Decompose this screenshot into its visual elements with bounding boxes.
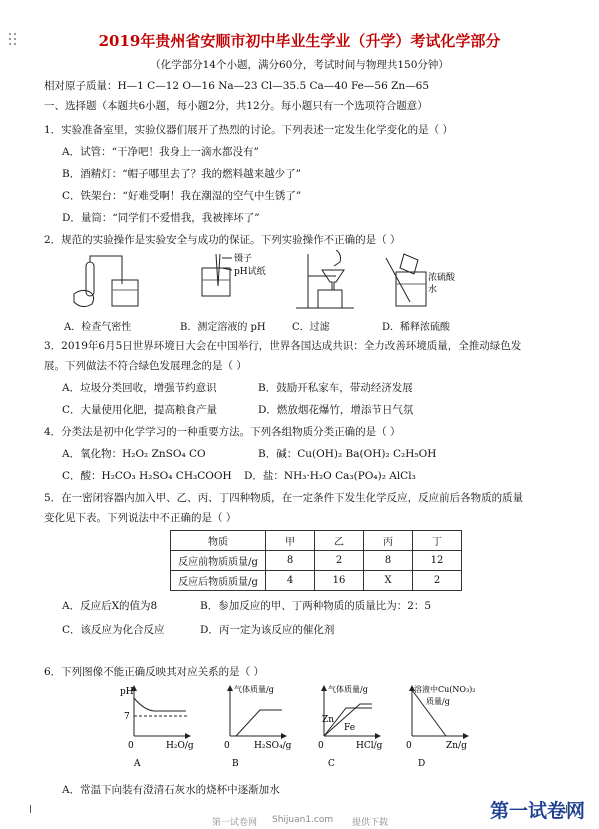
q4-stem: 4．分类法是初中化学学习的一种重要方法。下列各组物质分类正确的是（ ） — [44, 426, 401, 438]
footer-mid[interactable]: Shijuan1.com — [272, 815, 334, 825]
graph-a-caption: A — [134, 759, 141, 769]
q3-option-b: B．鼓励开私家车，带动经济发展 — [258, 382, 413, 394]
q2-apparatus-figure — [60, 250, 480, 320]
mass-table — [170, 530, 462, 591]
graph-d-ylabel1: 溶液中Cu(NO₃)₂ — [414, 685, 476, 694]
q6-option-a: A．常温下向装有澄清石灰水的烧杯中逐渐加水 — [62, 784, 280, 796]
graph-b-ylabel: 气体质量/g — [234, 685, 274, 694]
q1-option-c: C．铁架台：“好难受啊！我在潮湿的空气中生锈了” — [62, 190, 302, 202]
d-acid-label: 浓硫酸 — [428, 273, 456, 283]
table-header: 丙 — [364, 531, 413, 551]
filtration-apparatus — [296, 250, 354, 308]
dilution-apparatus — [386, 254, 426, 306]
q4-option-d: D．盐：NH₃·H₂O Ca₃(PO₄)₂ AlCl₃ — [244, 470, 416, 482]
q5-stem-line2: 变化见下表。下列说法中不正确的是（ ） — [44, 512, 237, 524]
graph-d-origin: 0 — [406, 741, 412, 751]
q6-graphs-figure — [110, 680, 490, 770]
q3-option-d: D．燃放烟花爆竹，增添节日气氛 — [258, 404, 414, 416]
exam-subtitle: （化学部分14个小题，满分60分，考试时间与物理共150分钟） — [150, 59, 449, 71]
q4-option-a: A．氧化物：H₂O₂ ZnSO₄ CO — [62, 448, 206, 460]
table-header: 丁 — [413, 531, 462, 551]
graph-c-fe-label: Fe — [344, 723, 356, 733]
graph-c-caption: C — [328, 759, 335, 769]
q6-stem: 6．下列图像不能正确反映其对应关系的是（ ） — [44, 666, 265, 678]
page-title: 2019年贵州省安顺市初中毕业生学业（升学）考试化学部分 — [98, 32, 501, 50]
q3-option-c: C．大量使用化肥，提高粮食产量 — [62, 404, 218, 416]
graph-a-ylabel: pH — [120, 687, 134, 697]
table-cell: 8 — [266, 551, 315, 571]
table-header: 甲 — [266, 531, 315, 551]
graph-a-origin: 0 — [128, 741, 134, 751]
table-cell: 2 — [413, 571, 462, 591]
table-cell: 4 — [266, 571, 315, 591]
q2-caption-d: D．稀释浓硫酸 — [382, 322, 451, 333]
q1-option-b: B．酒精灯：“帽子哪里去了？我的燃料越来越少了” — [62, 168, 301, 180]
graph-c-ylabel: 气体质量/g — [328, 685, 368, 694]
q4-option-b: B．碱：Cu(OH)₂ Ba(OH)₂ C₂H₅OH — [258, 448, 437, 460]
graph-b-caption: B — [232, 759, 239, 769]
table-cell: 2 — [315, 551, 364, 571]
graph-b-xlabel: H₂SO₄/g — [254, 741, 292, 751]
q5-option-b: B．参加反应的甲、丁两种物质的质量比为：2：5 — [200, 600, 432, 612]
graph-c-zn-label: Zn — [322, 715, 335, 725]
table-row — [171, 551, 462, 571]
graph-b-origin: 0 — [224, 741, 230, 751]
graph-d-ylabel2: 质量/g — [426, 697, 450, 706]
q3-option-a: A．垃圾分类回收，增强节约意识 — [62, 382, 217, 394]
b-tweezers-label: 镊子 — [234, 254, 253, 264]
q1-option-a: A．试管：“干净吧！我身上一滴水都没有” — [62, 146, 259, 158]
graph-a-xlabel: H₂O/g — [166, 741, 194, 751]
q5-option-d: D．丙一定为该反应的催化剂 — [200, 624, 335, 636]
q2-caption-a: A．检查气密性 — [64, 322, 132, 333]
ph-test-apparatus — [202, 254, 232, 296]
table-cell: 反应后物质质量/g — [171, 571, 266, 591]
table-cell: X — [364, 571, 413, 591]
table-cell: 反应前物质质量/g — [171, 551, 266, 571]
gas-tightness-apparatus — [74, 256, 138, 307]
q2-caption-c: C．过滤 — [292, 322, 330, 333]
margin-mark — [30, 805, 31, 813]
q5-option-c: C．该反应为化合反应 — [62, 624, 165, 636]
table-header: 物质 — [171, 531, 266, 551]
table-cell: 12 — [413, 551, 462, 571]
table-cell: 16 — [315, 571, 364, 591]
q4-option-c: C．酸：H₂CO₃ H₂SO₄ CH₃COOH — [62, 470, 232, 482]
table-row — [171, 571, 462, 591]
table-header-row — [171, 531, 462, 551]
section-heading: 一、选择题（本题共6小题，每小题2分，共12分。每小题只有一个选项符合题意） — [44, 100, 428, 112]
q2-caption-b: B．测定溶液的 pH — [180, 322, 266, 333]
graph-d-caption: D — [418, 759, 426, 769]
brand-logo: 第一试卷网 — [489, 800, 585, 822]
q1-option-d: D．量筒：“同学们不爱惜我，我被摔坏了” — [62, 212, 260, 224]
footer-right: 提供下载 — [352, 818, 389, 828]
q1-stem: 1．实验准备室里，实验仪器们展开了热烈的讨论。下列表述一定发生化学变化的是（ ） — [44, 124, 454, 136]
q3-stem-line2: 展。下列做法不符合绿色发展理念的是（ ） — [44, 360, 247, 372]
q5-option-a: A．反应后X的值为8 — [62, 600, 158, 612]
graph-c-origin: 0 — [318, 741, 324, 751]
q3-stem-line1: 3．2019年6月5日世界环境日大会在中国举行，世界各国达成共识：全力改善环境质量，全推动绿色发 — [44, 340, 522, 352]
graph-c-xlabel: HCl/g — [356, 741, 383, 751]
table-header: 乙 — [315, 531, 364, 551]
q5-stem-line1: 5．在一密闭容器内加入甲、乙、丙、丁四种物质，在一定条件下发生化学反应，反应前后各物质的质量 — [44, 492, 524, 504]
b-paper-label: pH试纸 — [234, 267, 266, 277]
graph-d-xlabel: Zn/g — [446, 741, 467, 751]
graph-a-ytick: 7 — [124, 712, 130, 722]
q2-stem: 2．规范的实验操作是实验安全与成功的保证。下列实验操作不正确的是（ ） — [44, 234, 401, 246]
d-water-label: 水 — [428, 285, 438, 295]
footer-left: 第一试卷网 — [212, 818, 258, 828]
atomic-masses: 相对原子质量：H—1 C—12 O—16 Na—23 Cl—35.5 Ca—40 Fe—56 Zn—65 — [44, 80, 430, 92]
table-cell: 8 — [364, 551, 413, 571]
